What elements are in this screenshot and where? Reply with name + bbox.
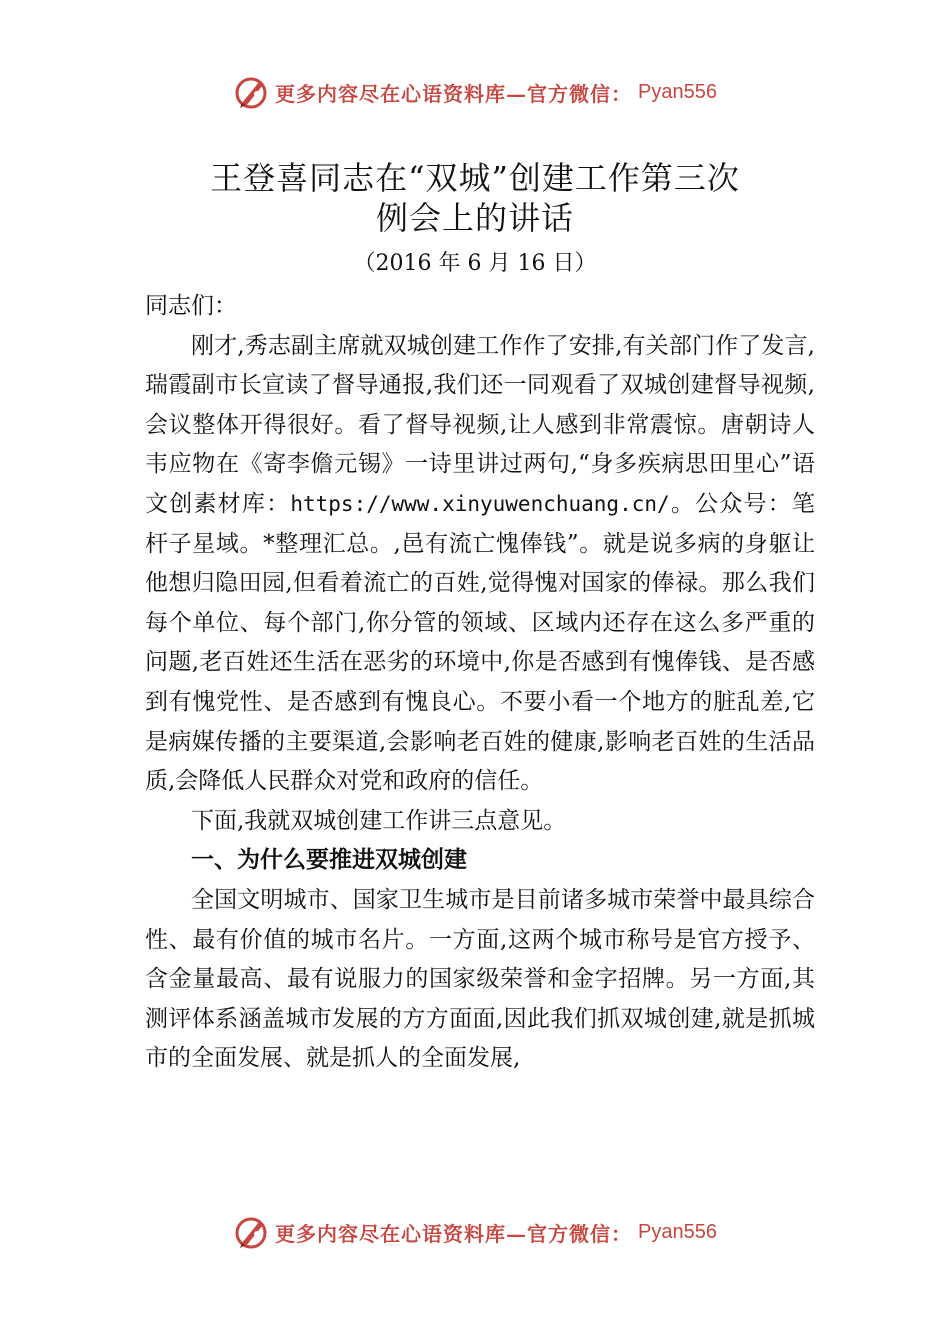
banner-wechat-id: Pyan556 (638, 80, 717, 103)
paragraph-1-text-b: 。公众号：笔杆子星域。*整理汇总。,邑有流亡愧俸钱”。就是说多病的身躯让他想归隐田园,但看着流亡的百姓,觉得愧对国家的俸禄。那么我们每个单位、每个部门,你分管的领域、区域内还存在这么多严重的问题,老百姓还生活在恶劣的环境中,你是否感到有愧俸钱、是否感到有愧党性、是否感到有愧良心。不要小看一个地方的脏乱差,它是病媒传播的主要渠道,会影响老百姓的健康,影响老百姓的生活品质,会降低人民群众对党和政府的信任。 (145, 490, 816, 795)
source-url: https://www.xinyuwenchuang.cn/ (290, 491, 670, 516)
greeting: 同志们： (145, 293, 237, 319)
footer-banner (0, 1210, 950, 1254)
header-banner (0, 70, 950, 114)
section-heading-1: 一、为什么要推进双城创建 (191, 847, 467, 874)
banner-text: 更多内容尽在心语资料库—官方微信： (275, 81, 633, 106)
paragraph-1-text-a: 刚才,秀志副主席就双城创建工作作了安排,有关部门作了发言,瑞霞副市长宣读了督导通报,我们还一同观看了双城创建督导视频,会议整体开得很好。看了督导视频,让人感到非常震惊。唐朝诗人韦应物在《寄李儋元锡》一诗里讲过两句,“身多疾病思田里心”语文创素材库： (145, 332, 815, 517)
pen-logo-icon (233, 1214, 269, 1250)
banner-text: 更多内容尽在心语资料库—官方微信： (275, 1221, 633, 1246)
pen-logo-icon (233, 74, 269, 110)
paragraph-1 (145, 327, 815, 802)
paragraph-3: 全国文明城市、国家卫生城市是目前诸多城市荣誉中最具综合性、最有价值的城市名片。一方面,这两个城市称号是官方授予、含金量最高、最有说服力的国家级荣誉和金字招牌。另一方面,其测评体系涵盖城市发展的方方面面,因此我们抓双城创建,就是抓城市的全面发展、就是抓人的全面发展, (145, 886, 815, 1072)
banner-wechat-id: Pyan556 (638, 1220, 717, 1243)
title-line-1: 王登喜同志在“双城”创建工作第三次 (210, 159, 740, 197)
speech-date: （2016 年 6 月 16 日） (353, 251, 597, 276)
title-line-2: 例会上的讲话 (375, 199, 574, 237)
paragraph-2: 下面,我就双城创建工作讲三点意见。 (191, 807, 567, 834)
speech-body (145, 287, 815, 1079)
page-title (0, 158, 950, 238)
